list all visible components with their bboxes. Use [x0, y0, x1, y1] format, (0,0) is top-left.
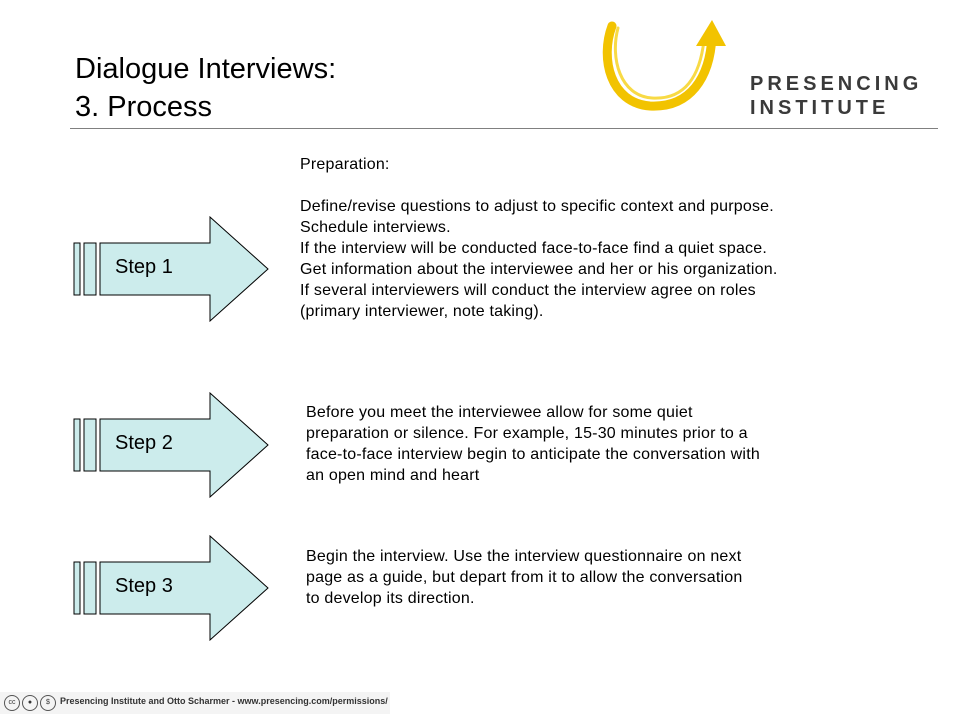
step-2-line: preparation or silence. For example, 15-30 minutes prior to a: [306, 425, 748, 442]
step-1-line: (primary interviewer, note taking).: [300, 303, 544, 320]
step-3-line: to develop its direction.: [306, 590, 475, 607]
logo-text: [750, 72, 922, 120]
footer: [0, 692, 390, 714]
u-arrow-logo-icon: [600, 18, 750, 118]
step-1-line: If the interview will be conducted face-to-face find a quiet space.: [300, 240, 767, 257]
step-2-line: face-to-face interview begin to anticipate the conversation with: [306, 446, 760, 463]
step-1-label: Step 1: [115, 256, 173, 278]
step-2-arrow: [70, 392, 270, 498]
step-3-line: Begin the interview. Use the interview questionnaire on next: [306, 548, 742, 565]
title-line-2: 3. Process: [75, 91, 212, 123]
step-1-line: Preparation:: [300, 156, 390, 173]
step-2-label: Step 2: [115, 432, 173, 454]
logo-line-1: PRESENCING: [750, 73, 923, 95]
step-3-line: page as a guide, but depart from it to allow the conversation: [306, 569, 743, 586]
title-line-1: Dialogue Interviews:: [75, 53, 337, 85]
step-1-line: Define/revise questions to adjust to specific context and purpose.: [300, 198, 774, 215]
step-1-line: Schedule interviews.: [300, 219, 451, 236]
presencing-institute-logo: [600, 18, 923, 119]
cc-icon: cc: [4, 695, 20, 711]
step-1-line: If several interviewers will conduct the interview agree on roles: [300, 282, 756, 299]
step-2-line: an open mind and heart: [306, 467, 480, 484]
logo-line-2: INSTITUTE: [750, 97, 890, 119]
step-3-description: [306, 546, 742, 609]
step-1-line: Get information about the interviewee and her or his organization.: [300, 261, 778, 278]
step-2-line: Before you meet the interviewee allow for some quiet: [306, 404, 693, 421]
by-icon: ●: [22, 695, 38, 711]
header-divider: [70, 128, 938, 129]
blank-line: [300, 175, 777, 196]
step-3-arrow: [70, 535, 270, 641]
step-3-label: Step 3: [115, 575, 173, 597]
step-2-description: [306, 402, 760, 486]
footer-credit: Presencing Institute and Otto Scharmer - www.presencing.com/permissions/: [60, 696, 388, 706]
step-1-description: [300, 154, 777, 322]
step-1-arrow: [70, 216, 270, 322]
nc-icon: $: [40, 695, 56, 711]
page-title: [75, 50, 336, 126]
